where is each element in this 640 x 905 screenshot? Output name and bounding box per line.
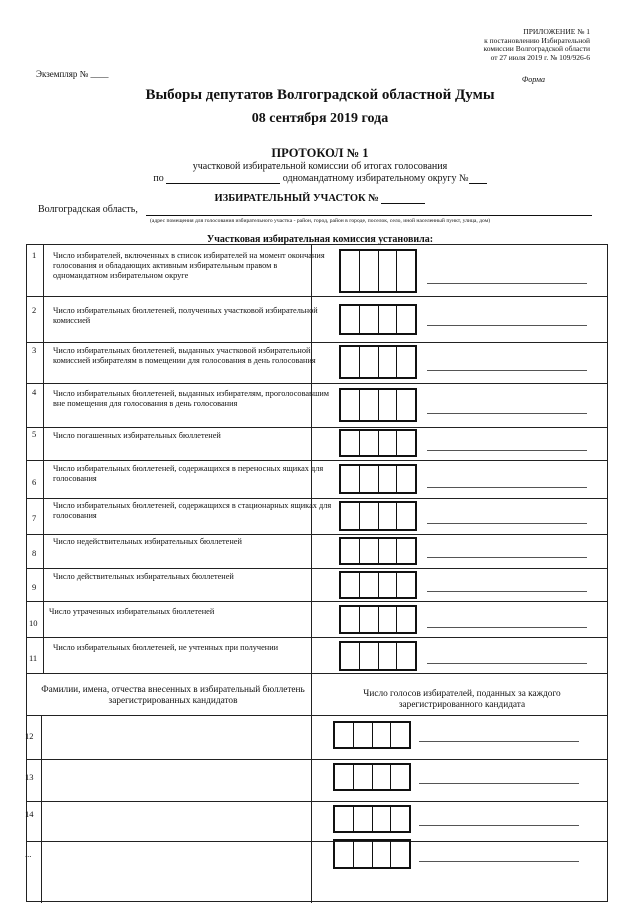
words-line[interactable] (427, 663, 587, 664)
words-line[interactable] (427, 370, 587, 371)
row-description: Число избирательных бюллетеней, полученных участковой избирательной комиссией (53, 306, 318, 325)
words-line[interactable] (427, 591, 587, 592)
row-description: Число избирательных бюллетеней, содержащихся в стационарных ящиках для голосования (53, 501, 332, 520)
polling-station-line (0, 193, 640, 204)
election-title: Выборы депутатов Волгоградской областной Думы (145, 87, 495, 103)
words-line[interactable] (427, 413, 587, 414)
value-boxes[interactable] (339, 388, 417, 422)
value-boxes[interactable] (339, 464, 417, 494)
words-line[interactable] (427, 283, 587, 284)
row-number: 11 (29, 653, 38, 663)
row-number: 9 (32, 582, 37, 592)
district-label: одномандатному избирательному округу № (282, 173, 469, 184)
appendix-line: ПРИЛОЖЕНИЕ № 1 (523, 27, 590, 36)
district-line (0, 173, 640, 184)
district-name-blank[interactable] (166, 173, 280, 184)
candidate-value-boxes[interactable] (333, 805, 411, 833)
form-label: Форма (521, 75, 545, 84)
row-number: 4 (32, 387, 37, 397)
appendix-block (410, 28, 590, 62)
candidates-votes-header: Число голосов избирателей, поданных за каждого зарегистрированного кандидата (363, 689, 561, 710)
row-description: Число избирательных бюллетеней, выданных участковой избирательной комиссией избирателям в помещении для голосования в день голосования (53, 346, 316, 365)
row-number: 7 (32, 513, 37, 523)
appendix-line: от 27 июля 2019 г. № 109/926-6 (490, 52, 590, 62)
words-line[interactable] (427, 325, 587, 326)
candidate-value-boxes[interactable] (333, 763, 411, 791)
row-number: 8 (32, 548, 37, 558)
words-line[interactable] (427, 523, 587, 524)
value-boxes[interactable] (339, 537, 417, 565)
words-line[interactable] (427, 487, 587, 488)
candidate-row-number: 14 (25, 809, 34, 819)
row-number: 2 (32, 305, 37, 315)
candidate-value-boxes[interactable] (333, 721, 411, 749)
candidate-value-boxes[interactable] (333, 839, 411, 869)
candidates-names-header: Фамилии, имена, отчества внесенных в избирательный бюллетень зарегистрированных кандидатов (41, 685, 305, 706)
row-number: 10 (29, 618, 38, 628)
candidate-words-line[interactable] (419, 741, 579, 742)
commission-established-heading: Участковая избирательная комиссия установила: (206, 234, 434, 245)
protocol-subtitle: участковой избирательной комиссии об итогах голосования (192, 161, 448, 172)
row-description: Число избирателей, включенных в список избирателей на момент окончания голосования и обладающих активным избирательным правом в одномандатном избирательном округе (53, 251, 325, 280)
row-description: Число утраченных избирательных бюллетеней (49, 607, 215, 616)
candidate-row-number: ... (25, 849, 32, 859)
candidate-row-number: 12 (25, 731, 34, 741)
value-boxes[interactable] (339, 249, 417, 293)
row-number: 6 (32, 477, 37, 487)
protocol-table (26, 244, 608, 902)
candidate-words-line[interactable] (419, 861, 579, 862)
row-number: 1 (32, 250, 37, 260)
row-description: Число недействительных избирательных бюллетеней (53, 537, 242, 546)
polling-station-label: ИЗБИРАТЕЛЬНЫЙ УЧАСТОК № (214, 193, 379, 204)
appendix-line: к постановлению Избирательной (484, 35, 590, 45)
district-number-blank[interactable] (469, 173, 487, 184)
candidate-words-line[interactable] (419, 783, 579, 784)
row-description: Число избирательных бюллетеней, выданных избирателям, проголосовавшим вне помещения для голосования в день голосования (53, 389, 330, 408)
row-description: Число погашенных избирательных бюллетеней (53, 431, 221, 440)
value-boxes[interactable] (339, 304, 417, 335)
value-boxes[interactable] (339, 501, 417, 531)
row-number: 3 (32, 345, 37, 355)
district-prefix: по (153, 173, 164, 184)
row-description: Число избирательных бюллетеней, содержащихся в переносных ящиках для голосования (53, 464, 324, 483)
row-description: Число действительных избирательных бюллетеней (53, 572, 234, 581)
candidate-row-number: 13 (25, 772, 34, 782)
value-boxes[interactable] (339, 345, 417, 379)
candidate-words-line[interactable] (419, 825, 579, 826)
region-label: Волгоградская область, (38, 204, 138, 215)
words-line[interactable] (427, 450, 587, 451)
protocol-title: ПРОТОКОЛ № 1 (271, 146, 369, 160)
address-blank[interactable] (146, 215, 592, 216)
exemplar-number: Экземпляр № ____ (36, 69, 109, 79)
words-line[interactable] (427, 627, 587, 628)
address-hint: (адрес помещения для голосования избирательного участка - район, город, район в городе, поселок, село, иной населенный пункт, улица, дом) (150, 218, 491, 224)
row-description: Число избирательных бюллетеней, не учтенных при получении (53, 643, 279, 652)
election-date: 08 сентября 2019 года (251, 111, 389, 126)
value-boxes[interactable] (339, 429, 417, 457)
value-boxes[interactable] (339, 641, 417, 671)
appendix-line: комиссии Волгоградской области (483, 44, 590, 53)
value-boxes[interactable] (339, 605, 417, 634)
row-number: 5 (32, 429, 37, 439)
words-line[interactable] (427, 557, 587, 558)
polling-station-number-blank[interactable] (381, 193, 425, 204)
value-boxes[interactable] (339, 571, 417, 599)
